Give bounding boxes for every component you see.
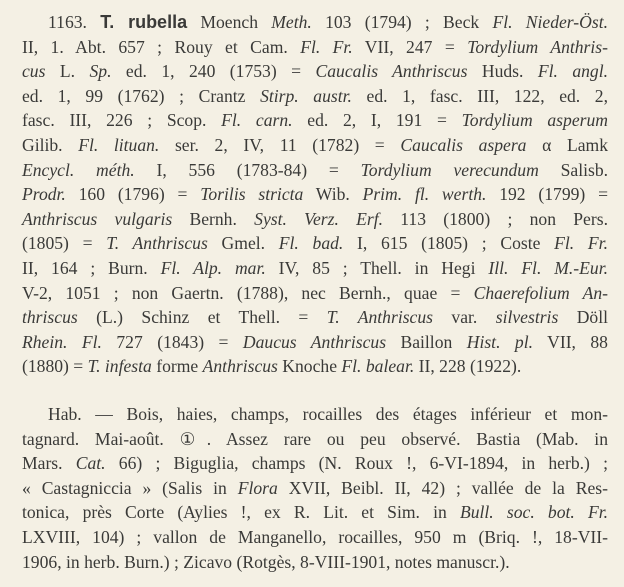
text-segment: Salisb.: [538, 159, 609, 180]
text-segment: fasc. III, 226 ; Scop.: [22, 110, 222, 131]
italic-text: Fl. angl.: [537, 61, 609, 82]
entry-line: [22, 330, 608, 354]
italic-text: Fl. Fr.: [300, 36, 353, 57]
habitat-line: [22, 525, 608, 549]
text-segment: Knoche: [277, 356, 342, 377]
italic-text: Prodr.: [22, 184, 66, 205]
italic-text: Caucalis Anthriscus: [315, 61, 468, 82]
italic-text: Caucalis aspera: [400, 135, 527, 155]
species-name: T. rubella: [100, 12, 188, 32]
italic-text: Syst. Verz. Erf.: [254, 208, 383, 229]
entry-line: [22, 59, 608, 83]
habitat-line: [22, 451, 608, 475]
italic-text: T. infesta: [87, 356, 152, 377]
text-segment: tonica, près Corte (Aylies !, ex R. Lit. et Sim. in: [22, 502, 460, 523]
text-segment: 727 (1843) =: [101, 331, 243, 352]
habitat-line: [22, 500, 608, 524]
italic-text: Anthriscus: [202, 356, 278, 377]
italic-text: Ill. Fl. M.-Eur.: [488, 258, 609, 278]
text-segment: Döll: [558, 307, 608, 328]
text-segment: VII, 88: [533, 331, 608, 352]
text-segment: forme: [151, 356, 203, 377]
text-segment: XVII, Beibl. II, 42) ; vallée de la Res-: [277, 477, 608, 498]
text-segment: 103 (1794) ; Beck: [311, 12, 493, 32]
italic-text: Fl. carn.: [221, 110, 293, 131]
italic-text: Fl. balear.: [341, 356, 415, 377]
text-segment: var.: [433, 307, 496, 328]
entry-line: [22, 207, 608, 231]
italic-text: Fl. bad.: [278, 233, 344, 254]
italic-text: Fl. Nieder-Öst.: [492, 12, 608, 32]
text-segment: IV, 85 ; Thell. in Hegi: [265, 258, 489, 278]
italic-text: T. Anthriscus: [106, 233, 208, 254]
italic-text: Flora: [237, 477, 278, 498]
text-segment: ed. 1, fasc. III, 122, ed. 2,: [351, 85, 608, 106]
habitat-line: [22, 550, 608, 574]
text-segment: ser. 2, IV, 11 (1782) =: [159, 135, 401, 155]
entry-line: [22, 108, 608, 132]
italic-text: Tordylium verecundum: [360, 159, 539, 180]
text-segment: 160 (1796) =: [65, 184, 201, 205]
italic-text: Prim. fl. werth.: [362, 184, 487, 205]
italic-text: Fl. Alp. mar.: [160, 258, 266, 278]
habitat-line: [22, 427, 608, 451]
text-segment: Moench: [187, 12, 272, 32]
text-segment: Gmel.: [207, 233, 279, 254]
text-segment: I, 556 (1783-84) =: [134, 159, 361, 180]
italic-text: Meth.: [271, 12, 312, 32]
entry-line: [22, 354, 608, 378]
text-segment: Mars.: [22, 453, 76, 474]
italic-text: Chaerefolium An-: [473, 282, 608, 303]
italic-text: Sp.: [89, 61, 112, 82]
text-segment: Bernh.: [172, 208, 255, 229]
entry-line: [22, 305, 608, 329]
text-segment: II, 1. Abt. 657 ; Rouy et Cam.: [22, 36, 301, 57]
italic-text: Tordylium Anthris-: [467, 36, 608, 57]
entry-line: [22, 133, 608, 157]
text-segment: II, 228 (1922).: [414, 356, 522, 377]
text-segment: α Lamk: [526, 135, 608, 155]
text-segment: 113 (1800) ; non Pers.: [383, 208, 608, 229]
italic-text: thriscus: [22, 307, 78, 328]
italic-text: T. Anthriscus: [326, 307, 434, 328]
text-segment: V-2, 1051 ; non Gaertn. (1788), nec Bernh., quae =: [22, 282, 474, 303]
text-segment: II, 164 ; Burn.: [22, 258, 161, 278]
italic-text: cus: [22, 61, 46, 82]
entry-line: [22, 256, 608, 280]
text-segment: « Castagniccia » (Salis in: [22, 477, 238, 498]
entry-line: [22, 84, 608, 108]
text-segment: ed. 1, 240 (1753) =: [111, 61, 316, 82]
text-segment: ed. 1, 99 (1762) ; Crantz: [22, 85, 261, 106]
text-segment: (1880) =: [22, 356, 88, 377]
italic-text: Torilis stricta: [200, 184, 304, 205]
italic-text: Fl. Fr.: [554, 233, 608, 254]
text-segment: LXVIII, 104) ; vallon de Manganello, rocailles, 950 m (Briq. !, 18-VII-: [22, 527, 608, 547]
italic-text: Anthriscus vulgaris: [22, 208, 173, 229]
text-segment: L.: [45, 61, 90, 82]
italic-text: Hist. pl.: [466, 331, 533, 352]
italic-text: Bull. soc. bot. Fr.: [459, 502, 609, 523]
text-segment: 66) ; Biguglia, champs (N. Roux !, 6-VI-1894, in herb.) ;: [105, 453, 608, 474]
text-segment: 1906, in herb. Burn.) ; Zicavo (Rotgès, 8-VIII-1901, notes manuscr.).: [22, 551, 510, 572]
habitat-line: [48, 402, 608, 426]
entry-line: [22, 35, 608, 59]
italic-text: Rhein. Fl.: [22, 331, 102, 352]
italic-text: Encycl. méth.: [22, 159, 135, 180]
entry-line: [48, 10, 608, 34]
text-segment: (L.) Schinz et Thell. =: [77, 307, 327, 328]
entry-line: [22, 281, 608, 305]
text-segment: Hab. — Bois, haies, champs, rocailles des étages inférieur et mon-: [48, 404, 608, 424]
text-segment: 192 (1799) =: [486, 184, 608, 205]
text-segment: 1163.: [48, 12, 101, 32]
entry-line: [22, 231, 608, 255]
italic-text: Tordylium asperum: [461, 110, 608, 131]
text-segment: VII, 247 =: [352, 36, 468, 57]
italic-text: Cat.: [75, 453, 106, 474]
italic-text: Stirp. austr.: [260, 85, 352, 106]
entry-line: [22, 158, 608, 182]
text-segment: Gilib.: [22, 135, 79, 155]
italic-text: Daucus Anthriscus: [242, 331, 387, 352]
text-segment: I, 615 (1805) ; Coste: [343, 233, 555, 254]
text-segment: Baillon: [386, 331, 467, 352]
text-segment: Huds.: [467, 61, 538, 82]
text-segment: (1805) =: [22, 233, 107, 254]
habitat-line: [22, 476, 608, 500]
entry-line: [22, 182, 608, 206]
text-segment: Wib.: [303, 184, 363, 205]
text-segment: tagnard. Mai-août. ①. Assez rare ou peu observé. Bastia (Mab. in: [22, 428, 608, 449]
italic-text: Fl. lituan.: [78, 135, 160, 155]
text-segment: ed. 2, I, 191 =: [292, 110, 462, 131]
italic-text: silvestris: [495, 307, 559, 328]
